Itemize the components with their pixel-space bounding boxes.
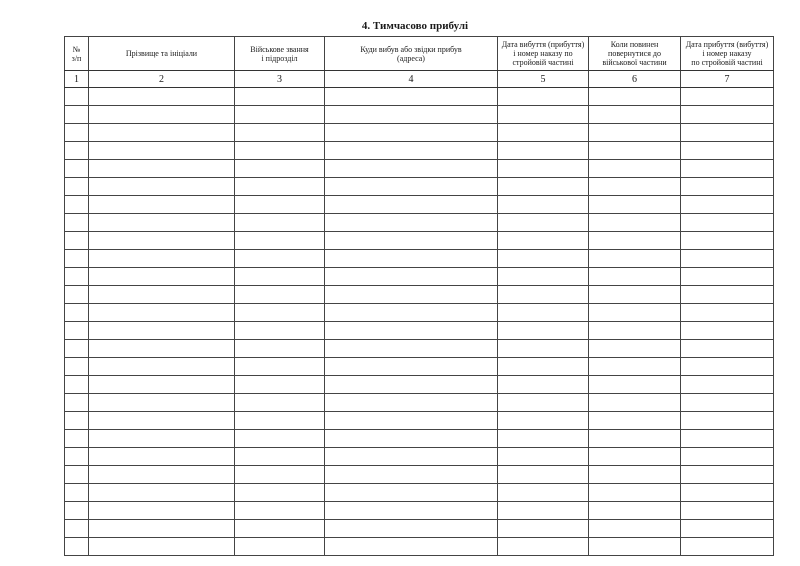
table-cell[interactable]: [89, 376, 235, 394]
table-cell[interactable]: [89, 394, 235, 412]
table-cell[interactable]: [589, 520, 681, 538]
table-cell[interactable]: [325, 358, 498, 376]
table-cell[interactable]: [65, 160, 89, 178]
table-cell[interactable]: [325, 340, 498, 358]
table-cell[interactable]: [681, 520, 774, 538]
column-number: 1: [65, 71, 89, 88]
table-cell[interactable]: [65, 502, 89, 520]
table-row: [65, 520, 774, 538]
table-cell[interactable]: [589, 196, 681, 214]
table-cell[interactable]: [65, 466, 89, 484]
table-cell[interactable]: [65, 538, 89, 556]
table-cell[interactable]: [235, 394, 325, 412]
table-row: [65, 124, 774, 142]
table-row: [65, 286, 774, 304]
table-cell[interactable]: [65, 250, 89, 268]
table-cell[interactable]: [681, 88, 774, 106]
table-cell[interactable]: [325, 394, 498, 412]
table-cell[interactable]: [589, 232, 681, 250]
table-cell[interactable]: [681, 430, 774, 448]
table-cell[interactable]: [325, 322, 498, 340]
column-header-name: Прізвище та ініціали: [89, 37, 235, 71]
table-cell[interactable]: [65, 376, 89, 394]
table-cell[interactable]: [235, 196, 325, 214]
table-row: [65, 232, 774, 250]
table-cell[interactable]: [589, 502, 681, 520]
table-cell[interactable]: [89, 178, 235, 196]
table-cell[interactable]: [89, 466, 235, 484]
table-cell[interactable]: [681, 304, 774, 322]
table-cell[interactable]: [235, 466, 325, 484]
table-cell[interactable]: [235, 412, 325, 430]
table-cell[interactable]: [235, 484, 325, 502]
column-header-return-due: Коли повинен повернутися до військової частини: [589, 37, 681, 71]
table-cell[interactable]: [589, 538, 681, 556]
table-cell[interactable]: [498, 88, 589, 106]
table-cell[interactable]: [498, 214, 589, 232]
page-title: 4. Тимчасово прибулі: [361, 20, 469, 32]
table-cell[interactable]: [681, 286, 774, 304]
table-row: [65, 448, 774, 466]
table-cell[interactable]: [65, 448, 89, 466]
table-row: [65, 430, 774, 448]
table-cell[interactable]: [589, 376, 681, 394]
table-cell[interactable]: [498, 340, 589, 358]
header-row: [65, 37, 774, 71]
table-cell[interactable]: [235, 214, 325, 232]
table-cell[interactable]: [89, 430, 235, 448]
table-cell[interactable]: [681, 394, 774, 412]
table-cell[interactable]: [89, 538, 235, 556]
table-cell[interactable]: [498, 286, 589, 304]
table-cell[interactable]: [498, 466, 589, 484]
table-cell[interactable]: [589, 484, 681, 502]
table-cell[interactable]: [498, 484, 589, 502]
table-row: [65, 304, 774, 322]
table-cell[interactable]: [89, 88, 235, 106]
table-cell[interactable]: [589, 160, 681, 178]
table-cell[interactable]: [65, 286, 89, 304]
column-number: 7: [681, 71, 774, 88]
table-cell[interactable]: [681, 448, 774, 466]
table-cell[interactable]: [325, 304, 498, 322]
table-cell[interactable]: [498, 304, 589, 322]
table-row: [65, 196, 774, 214]
table-cell[interactable]: [325, 214, 498, 232]
table-cell[interactable]: [681, 484, 774, 502]
table-cell[interactable]: [235, 286, 325, 304]
table-cell[interactable]: [325, 448, 498, 466]
table-row: [65, 538, 774, 556]
table-cell[interactable]: [589, 268, 681, 286]
table-cell[interactable]: [89, 124, 235, 142]
table-cell[interactable]: [235, 520, 325, 538]
table-row: [65, 340, 774, 358]
table-cell[interactable]: [589, 358, 681, 376]
table-cell[interactable]: [89, 214, 235, 232]
column-header-rank: Військове звання і підрозділ: [235, 37, 325, 71]
table-cell[interactable]: [65, 124, 89, 142]
table-cell[interactable]: [89, 322, 235, 340]
table-cell[interactable]: [681, 358, 774, 376]
table-cell[interactable]: [89, 268, 235, 286]
table-cell[interactable]: [589, 394, 681, 412]
table-cell[interactable]: [589, 466, 681, 484]
table-cell[interactable]: [325, 250, 498, 268]
table-cell[interactable]: [498, 142, 589, 160]
table-cell[interactable]: [498, 250, 589, 268]
column-header-address: Куди вибув або звідки прибув (адреса): [325, 37, 498, 71]
table-cell[interactable]: [89, 484, 235, 502]
table-cell[interactable]: [325, 124, 498, 142]
table-row: [65, 268, 774, 286]
table-cell[interactable]: [235, 430, 325, 448]
table-cell[interactable]: [681, 376, 774, 394]
table-cell[interactable]: [235, 340, 325, 358]
table-cell[interactable]: [498, 268, 589, 286]
table-cell[interactable]: [325, 106, 498, 124]
table-cell[interactable]: [89, 232, 235, 250]
table-cell[interactable]: [65, 178, 89, 196]
table-cell[interactable]: [89, 286, 235, 304]
table-row: [65, 484, 774, 502]
table-row: [65, 88, 774, 106]
table-cell[interactable]: [89, 196, 235, 214]
table-cell[interactable]: [235, 178, 325, 196]
table-cell[interactable]: [325, 232, 498, 250]
table-cell[interactable]: [681, 106, 774, 124]
table-cell[interactable]: [498, 232, 589, 250]
table-cell[interactable]: [235, 250, 325, 268]
column-number: 2: [89, 71, 235, 88]
table-cell[interactable]: [325, 538, 498, 556]
table-cell[interactable]: [498, 520, 589, 538]
table-cell[interactable]: [589, 286, 681, 304]
table-cell[interactable]: [589, 88, 681, 106]
table-cell[interactable]: [65, 358, 89, 376]
table-cell[interactable]: [498, 124, 589, 142]
table-cell[interactable]: [498, 160, 589, 178]
column-number: 4: [325, 71, 498, 88]
table-cell[interactable]: [589, 250, 681, 268]
table-cell[interactable]: [498, 178, 589, 196]
table-cell[interactable]: [498, 322, 589, 340]
table-cell[interactable]: [498, 106, 589, 124]
table-cell[interactable]: [325, 466, 498, 484]
table-cell[interactable]: [681, 412, 774, 430]
table-cell[interactable]: [325, 430, 498, 448]
table-row: [65, 376, 774, 394]
table-cell[interactable]: [89, 520, 235, 538]
table-cell[interactable]: [235, 538, 325, 556]
table-cell[interactable]: [65, 430, 89, 448]
table-cell[interactable]: [65, 88, 89, 106]
table-cell[interactable]: [235, 88, 325, 106]
table-cell[interactable]: [681, 214, 774, 232]
table-cell[interactable]: [498, 430, 589, 448]
table-cell[interactable]: [89, 304, 235, 322]
table-cell[interactable]: [589, 124, 681, 142]
table-cell[interactable]: [89, 340, 235, 358]
table-cell[interactable]: [65, 268, 89, 286]
table-cell[interactable]: [681, 340, 774, 358]
table-cell[interactable]: [65, 340, 89, 358]
table-cell[interactable]: [681, 250, 774, 268]
column-header-arrival-date: Дата прибуття (вибуття) і номер наказу по стройовій частині: [681, 37, 774, 71]
table-row: [65, 394, 774, 412]
table-cell[interactable]: [681, 538, 774, 556]
table-cell[interactable]: [65, 394, 89, 412]
table-cell[interactable]: [325, 520, 498, 538]
column-header-departure-date: Дата вибуття (прибуття) і номер наказу по стройовій частині: [498, 37, 589, 71]
table-cell[interactable]: [498, 376, 589, 394]
table-cell[interactable]: [498, 358, 589, 376]
table-row: [65, 502, 774, 520]
table-cell[interactable]: [498, 196, 589, 214]
table-cell[interactable]: [235, 142, 325, 160]
table-cell[interactable]: [89, 358, 235, 376]
table-cell[interactable]: [589, 214, 681, 232]
table-cell[interactable]: [235, 448, 325, 466]
table-row: [65, 250, 774, 268]
table-cell[interactable]: [89, 160, 235, 178]
table-cell[interactable]: [681, 268, 774, 286]
table-cell[interactable]: [681, 232, 774, 250]
table-cell[interactable]: [325, 160, 498, 178]
table-row: [65, 178, 774, 196]
register-table: [64, 36, 774, 556]
table-cell[interactable]: [325, 142, 498, 160]
table-cell[interactable]: [589, 304, 681, 322]
table-cell[interactable]: [89, 106, 235, 124]
table-cell[interactable]: [65, 214, 89, 232]
table-cell[interactable]: [235, 304, 325, 322]
table-cell[interactable]: [235, 124, 325, 142]
table-cell[interactable]: [65, 412, 89, 430]
table-cell[interactable]: [681, 178, 774, 196]
table-cell[interactable]: [325, 502, 498, 520]
table-cell[interactable]: [589, 106, 681, 124]
table-cell[interactable]: [65, 142, 89, 160]
table-cell[interactable]: [89, 412, 235, 430]
table-cell[interactable]: [65, 520, 89, 538]
table-cell[interactable]: [325, 286, 498, 304]
table-cell[interactable]: [235, 160, 325, 178]
table-cell[interactable]: [235, 232, 325, 250]
table-row: [65, 214, 774, 232]
table-cell[interactable]: [681, 502, 774, 520]
table-row: [65, 358, 774, 376]
column-number-row: [65, 71, 774, 88]
table-cell[interactable]: [65, 196, 89, 214]
table-row: [65, 160, 774, 178]
table-cell[interactable]: [589, 430, 681, 448]
table-cell[interactable]: [235, 502, 325, 520]
table-cell[interactable]: [325, 178, 498, 196]
table-cell[interactable]: [235, 268, 325, 286]
table-cell[interactable]: [498, 502, 589, 520]
register-body: [65, 88, 774, 556]
table-cell[interactable]: [235, 106, 325, 124]
table-cell[interactable]: [65, 484, 89, 502]
table-cell[interactable]: [589, 322, 681, 340]
table-cell[interactable]: [89, 448, 235, 466]
table-cell[interactable]: [235, 322, 325, 340]
table-cell[interactable]: [325, 412, 498, 430]
table-cell[interactable]: [65, 232, 89, 250]
column-header-number: № з/п: [65, 37, 89, 71]
table-cell[interactable]: [498, 412, 589, 430]
table-cell[interactable]: [681, 196, 774, 214]
table-cell[interactable]: [681, 466, 774, 484]
table-cell[interactable]: [235, 376, 325, 394]
table-cell[interactable]: [65, 322, 89, 340]
column-number: 3: [235, 71, 325, 88]
table-cell[interactable]: [498, 538, 589, 556]
table-cell[interactable]: [681, 160, 774, 178]
table-cell[interactable]: [589, 412, 681, 430]
table-row: [65, 412, 774, 430]
table-cell[interactable]: [325, 88, 498, 106]
table-cell[interactable]: [65, 304, 89, 322]
table-cell[interactable]: [589, 178, 681, 196]
table-cell[interactable]: [681, 322, 774, 340]
table-row: [65, 106, 774, 124]
column-number: 6: [589, 71, 681, 88]
column-number: 5: [498, 71, 589, 88]
table-cell[interactable]: [589, 142, 681, 160]
table-row: [65, 142, 774, 160]
table-cell[interactable]: [681, 124, 774, 142]
table-cell[interactable]: [325, 376, 498, 394]
table-cell[interactable]: [498, 448, 589, 466]
table-row: [65, 466, 774, 484]
table-cell[interactable]: [325, 484, 498, 502]
table-cell[interactable]: [235, 358, 325, 376]
table-cell[interactable]: [498, 394, 589, 412]
table-cell[interactable]: [89, 142, 235, 160]
table-cell[interactable]: [681, 142, 774, 160]
table-cell[interactable]: [65, 106, 89, 124]
table-cell[interactable]: [325, 196, 498, 214]
table-cell[interactable]: [89, 502, 235, 520]
table-cell[interactable]: [89, 250, 235, 268]
table-cell[interactable]: [325, 268, 498, 286]
table-cell[interactable]: [589, 340, 681, 358]
table-row: [65, 322, 774, 340]
table-cell[interactable]: [589, 448, 681, 466]
